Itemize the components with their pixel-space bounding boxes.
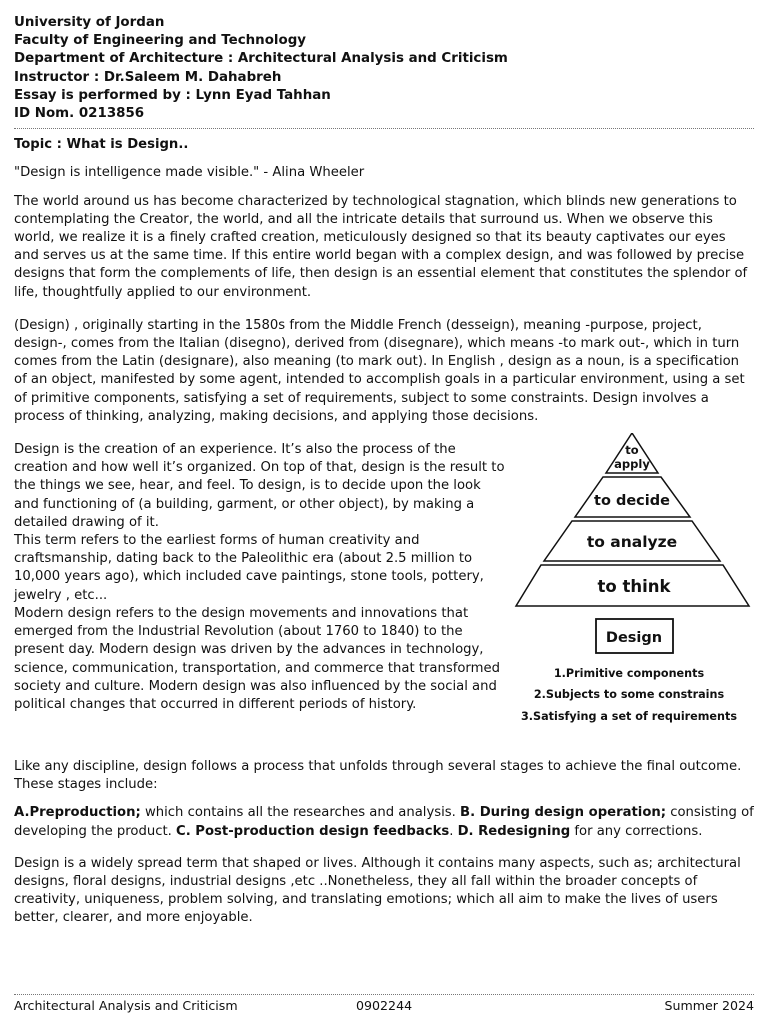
- opening-quote: "Design is intelligence made visible." - Alina Wheeler: [14, 165, 365, 181]
- document-header: [14, 14, 754, 123]
- instructor-line: Instructor : Dr.Saleem M. Dahabreh: [14, 69, 282, 85]
- requirement-3: 3.Satisfying a set of requirements: [521, 710, 737, 724]
- footer-course: Architectural Analysis and Criticism: [14, 998, 238, 1013]
- paragraph-experience: Design is the creation of an experience. It’s also the process of the creation and how well it’s organized. On top of that, design is the result to the things we see, hear, and feel. To design, is to decide upon the look and functioning of (a building, garment, or other object), by making a detailed drawing of it.: [14, 442, 505, 530]
- footer-term: Summer 2024: [664, 998, 754, 1013]
- paragraph-intro: The world around us has become characterized by technological stagnation, which blinds new generations to contemplating the Creator, the world, and all the intricate details that surround us. When we observe this world, we realize it is a finely crafted creation, meticulously designed so that its beauty captivates our eyes and serves us at the same time. If this entire world began with a complex design, and was followed by precise designs that form the complements of life, then design is an essential element that constitutes the splendor of life, thoughtfully applied to our environment.: [14, 193, 748, 300]
- paragraph-conclusion: Design is a widely spread term that shaped or lives. Although it contains many aspects, such as; architectural designs, floral designs, industrial designs ,etc ..Nonetheless, they all fall within the broader concepts of creativity, uniqueness, problem solving, and translating emotions; which all aim to make the lives of users better, clearer, and more enjoyable.: [14, 855, 741, 926]
- department-line: Department of Architecture : Architectural Analysis and Criticism: [14, 51, 508, 67]
- stage-a-text: which contains all the researches and analysis.: [140, 805, 461, 821]
- requirement-2: 2.Subjects to some constrains: [533, 688, 725, 702]
- paragraph-modern-design: Modern design refers to the design movements and innovations that emerged from the Industrial Revolution (about 1760 to 1840) to the present day. Modern design was driven by the advances in technology, science, communication, transportation, and commerce that transformed society and culture. Modern design was also influenced by the social and political changes that occurred in different periods of history.: [14, 605, 500, 712]
- pyramid-tier-decide-label: to decide: [594, 493, 670, 510]
- stage-a-label: A.Preproduction;: [14, 805, 141, 821]
- design-process-pyramid: [514, 433, 759, 743]
- university-line: University of Jordan: [14, 15, 165, 30]
- stage-c-label: C. Post-production design feedbacks: [176, 823, 450, 839]
- topic-heading: Topic : What is Design..: [14, 137, 189, 153]
- author-line: Essay is performed by : Lynn Eyad Tahhan: [14, 87, 331, 103]
- id-line: ID Nom. 0213856: [14, 106, 145, 122]
- stage-b-text: consisting of developing the product.: [14, 805, 754, 839]
- footer-code: 0902244: [356, 998, 413, 1013]
- header-divider: [14, 128, 754, 129]
- requirement-1: 1.Primitive components: [553, 667, 705, 681]
- stage-d-text: for any corrections.: [570, 823, 703, 839]
- design-definitions-column: [14, 441, 509, 714]
- essay-page: [14, 14, 754, 928]
- paragraph-stages: [14, 804, 754, 840]
- stage-b-label: B. During design operation;: [460, 805, 667, 821]
- footer-divider: [14, 994, 754, 995]
- paragraph-etymology: (Design) , originally starting in the 1580s from the Middle French (desseign), meaning -purpose, project, design-, comes from the Italian (disegno), derived from (disegnare), which means -to mark out-, which in turn comes from the Latin (designare), also meaning (to mark out). In English , design as a noun, is a specification of an object, manifested by some agent, intended to accomplish goals in a particular environment, using a set of primitive components, satisfying a set of requirements, subject to some constraints. Design involves a process of thinking, analyzing, making decisions, and applying those decisions.: [14, 317, 745, 424]
- stage-c-text: .: [449, 823, 458, 839]
- page-footer: [14, 998, 754, 1016]
- pyramid-tier-apply-label-2: apply: [614, 457, 650, 472]
- design-section-with-figure: [14, 441, 754, 741]
- faculty-line: Faculty of Engineering and Technology: [14, 33, 307, 49]
- pyramid-tier-analyze-label: to analyze: [586, 533, 678, 552]
- paragraph-history: This term refers to the earliest forms of human creativity and craftsmanship, dating back to the Paleolithic era (about 2.5 million to 10,000 years ago), which included cave paintings, stone tools, pottery, jewelry , etc...: [14, 533, 484, 603]
- paragraph-process: Like any discipline, design follows a process that unfolds through several stages to achieve the final outcome. These stages include:: [14, 759, 742, 793]
- pyramid-tier-think-label: to think: [597, 577, 671, 597]
- design-base-label: Design: [605, 630, 663, 647]
- stage-d-label: D. Redesigning: [457, 823, 571, 839]
- pyramid-tier-apply-label-1: to: [625, 443, 639, 458]
